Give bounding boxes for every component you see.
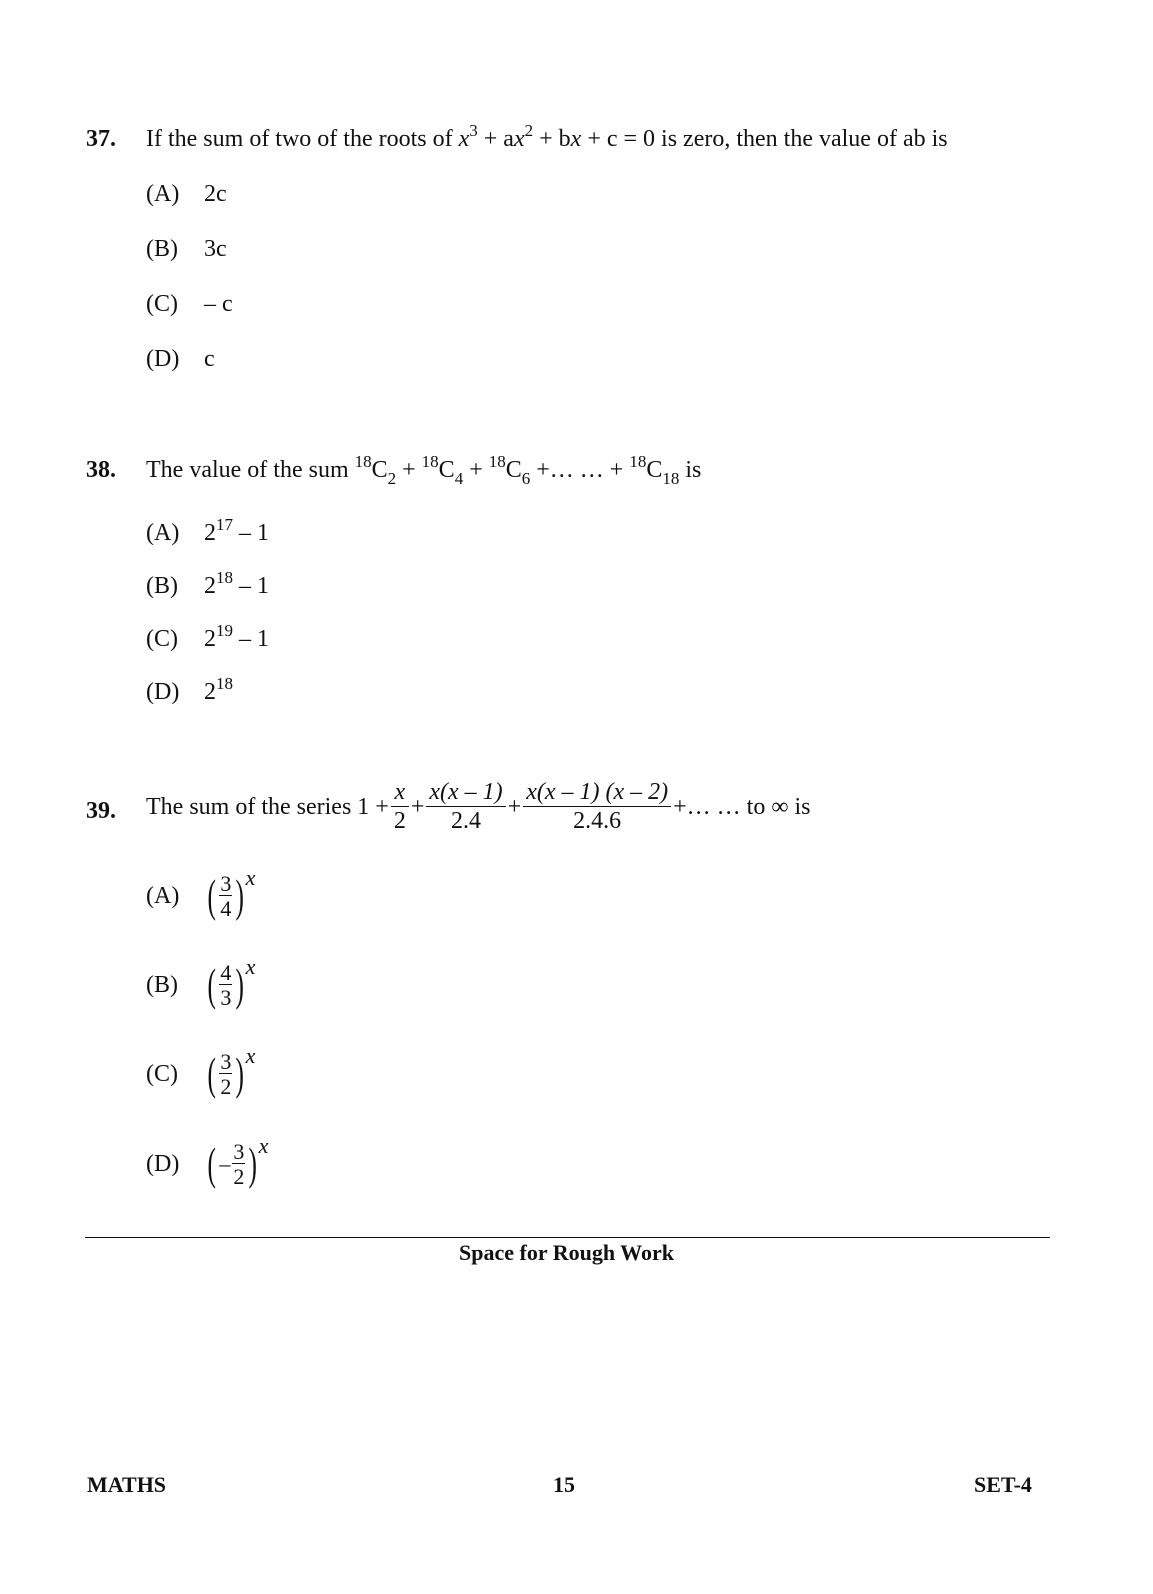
option-d: (D) c — [146, 346, 215, 372]
page-number: 15 — [553, 1472, 575, 1497]
question-37-number: 37. — [86, 126, 116, 152]
option-c: (C) – c — [146, 291, 233, 317]
fraction: $\frac{x}{2}$ — [391, 780, 409, 834]
option-a: (A) 2c — [146, 181, 227, 207]
option-a: (A) ( $\frac{3}{4}$ ) x — [146, 865, 256, 922]
option-d: (D) ( – $\frac{3}{2}$ ) x — [146, 1133, 269, 1190]
divider-line — [85, 1237, 1050, 1238]
option-b: (B) 3c — [146, 236, 227, 262]
option-b: (B) $2^{18} - 1$ — [146, 568, 269, 599]
option-a: (A) $2^{17} - 1$ — [146, 515, 269, 546]
question-38-number: 38. — [86, 457, 116, 483]
question-37-text: If the sum of two of the roots of $x^3 + ax^2$ + bx + c = 0 is zero, then the value of ab is — [146, 121, 948, 152]
footer-set: SET-4 — [974, 1472, 1032, 1497]
question-39-text: The sum of the series 1 + $\frac{x}{2}$ + $\frac{x(x - 1)}{2.4}$ + $\frac{x(x - 1) (x - 2)}{2.4.6}$ +… … to ∞ is — [146, 779, 811, 835]
question-38-text: The value of the sum $^{18}C_2 + ^{18}C_4 + ^{18}C_6$ +… … + $^{18}C_{18}$ is — [146, 452, 702, 488]
fraction: $\frac{x(x - 1) (x - 2)}{2.4.6}$ — [523, 780, 671, 834]
option-c: (C) $2^{19} - 1$ — [146, 621, 269, 652]
question-39-number: 39. — [86, 798, 116, 824]
footer-subject: MATHS — [87, 1472, 167, 1497]
fraction: $\frac{x(x - 1)}{2.4}$ — [426, 780, 505, 834]
option-b: (B) ( $\frac{4}{3}$ ) x — [146, 954, 256, 1011]
rough-work-heading: Space for Rough Work — [459, 1240, 674, 1265]
option-c: (C) ( $\frac{3}{2}$ ) x — [146, 1043, 256, 1100]
option-d: (D) $2^{18}$ — [146, 674, 233, 705]
